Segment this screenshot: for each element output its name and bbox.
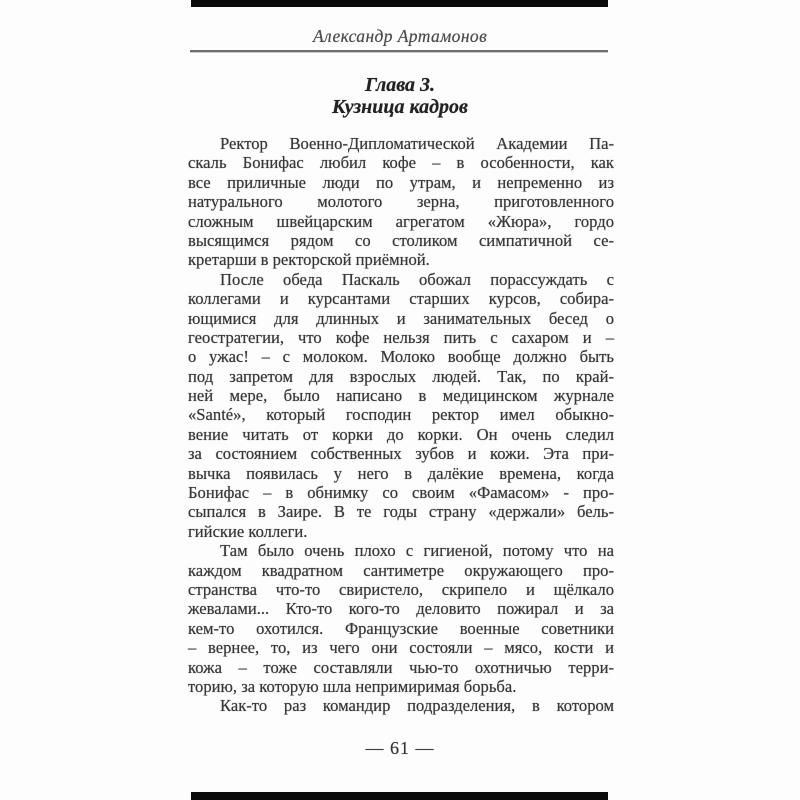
body-line: После обеда Паскаль обожал порассуждать с [220, 269, 614, 289]
body-line: вычка появилась у него в далёкие времена, когда [188, 463, 614, 483]
body-line: скаль Бонифас любил кофе – в особенности, как [188, 153, 614, 173]
body-line: за состоянием собственных зубов и кожи. Эта при- [188, 444, 614, 464]
body-line: все приличные люди по утрам, и непременно из [188, 172, 614, 192]
running-header-author: Александр Артамонов [312, 26, 488, 46]
body-line: высящимся рядом со столиком симпатичной се- [188, 230, 614, 250]
body-line: коллегами и курсантами старших курсов, собира- [188, 289, 614, 309]
body-line: – вернее, то, из чего они состояли – мясо, кости и [188, 638, 614, 658]
photo-edge-bar-bottom [191, 792, 608, 800]
photo-edge-bar-top [191, 0, 608, 7]
body-line: жевалами... Кто-то кого-то деловито пожирал и за [188, 599, 614, 619]
chapter-name: Кузница кадров [332, 96, 468, 118]
body-line: каждом квадратном сантиметре окружающего про- [188, 560, 614, 580]
body-line: «Santé», который господин ректор имел обыкно- [188, 405, 614, 425]
body-line: геостратегии, что кофе нельзя пить с сахаром и – [188, 327, 614, 347]
page-number: — 61 — [365, 738, 435, 758]
body-line: Ректор Военно-Дипломатической Академии Па- [220, 134, 614, 153]
body-line: Бонифас – в обнимку со своим «Фамасом» - про- [188, 483, 614, 503]
chapter-number: Глава 3. [364, 74, 436, 96]
body-line: сложным швейцарским агрегатом «Жюра», гордо [188, 211, 614, 231]
body-line: Как-то раз командир подразделения, в котором [220, 696, 614, 716]
body-line: о ужас! – с молоком. Молоко вообще должно быть [188, 347, 614, 367]
body-line: натурального молотого зерна, приготовленного [188, 192, 614, 212]
body-line: странства что-то свиристело, скрипело и щёлкало [188, 579, 614, 599]
body-line: Там было очень плохо с гигиеной, потому что на [220, 541, 614, 561]
body-line: кретарши в ректорской приёмной. [188, 250, 430, 270]
body-line: сыпался в Заире. В те годы страну «держали» бель- [188, 502, 614, 522]
body-line: торию, за которую шла непримиримая борьба. [188, 676, 517, 696]
body-line: кем-то охотился. Французские военные советники [188, 618, 614, 638]
header-rule-line [190, 50, 608, 53]
chapter-title [0, 74, 800, 118]
body-line: кожа – тоже составляли чью-то охотничью терри- [188, 657, 614, 677]
body-line: гийские коллеги. [188, 521, 308, 541]
body-line: под запретом для взрослых людей. Так, по край- [188, 366, 614, 386]
body-line: вение читать от корки до корки. Он очень следил [188, 424, 614, 444]
body-line: ющимися для длинных и занимательных бесед о [188, 308, 614, 328]
body-line: ней мере, было написано в медицинском журнале [188, 386, 614, 406]
body-text [188, 134, 614, 716]
